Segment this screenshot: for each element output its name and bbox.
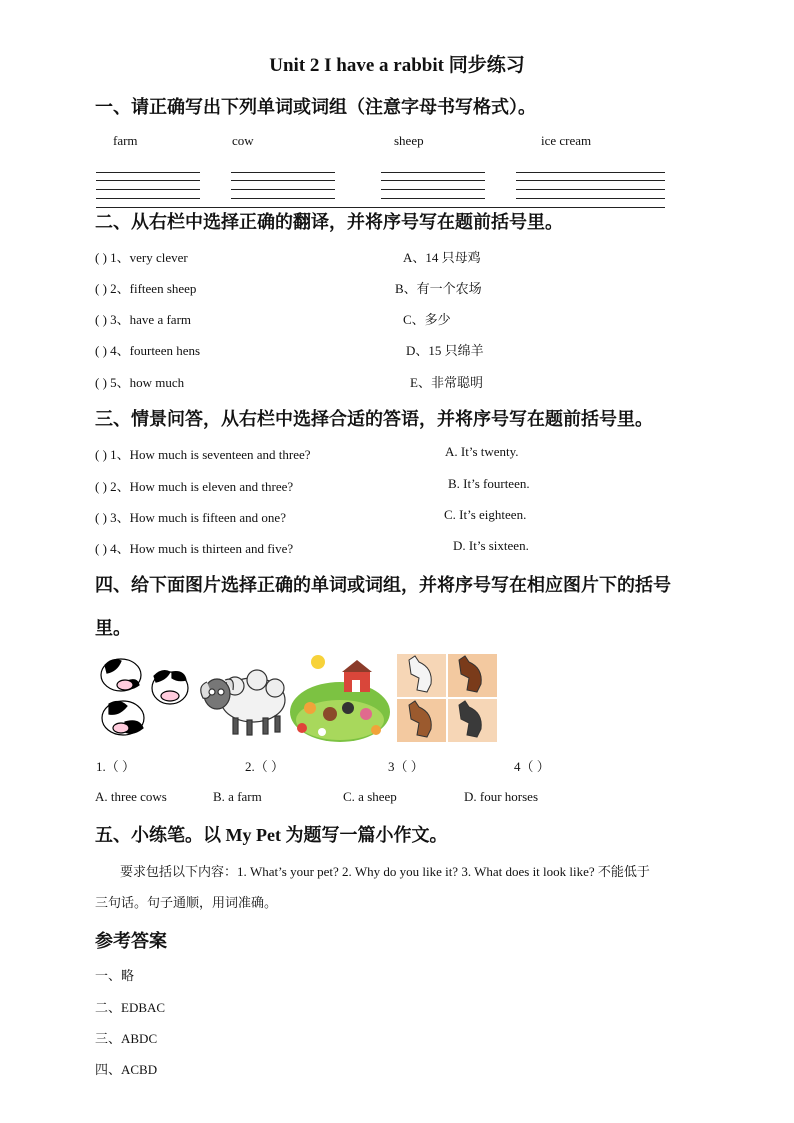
answer-line: 一、略 bbox=[95, 968, 135, 983]
s2-option: E、非常聪明 bbox=[410, 375, 483, 390]
s3-option: D. It’s sixteen. bbox=[453, 538, 529, 553]
section-5-heading: 五、小练笔。以 My Pet 为题写一篇小作文。 bbox=[95, 825, 448, 845]
s2-option: D、15 只绵羊 bbox=[406, 343, 484, 358]
picture-blank-3: 3（ ） bbox=[388, 759, 424, 774]
page-title: Unit 2 I have a rabbit 同步练习 bbox=[269, 55, 525, 76]
word-ice-cream: ice cream bbox=[541, 133, 592, 148]
s3-question: ( ) 4、How much is thirteen and five? bbox=[95, 541, 294, 556]
section-2-heading: 二、从右栏中选择正确的翻译，并将序号写在题前括号里。 bbox=[95, 212, 563, 232]
s3-option: C. It’s eighteen. bbox=[444, 507, 527, 522]
s3-option: A. It’s twenty. bbox=[445, 444, 519, 459]
answer-line: 三、ABDC bbox=[95, 1031, 158, 1046]
section-1-heading: 一、请正确写出下列单词或词组（注意字母书写格式）。 bbox=[95, 97, 536, 117]
s2-option: A、14 只母鸡 bbox=[403, 250, 481, 265]
s3-question: ( ) 2、How much is eleven and three? bbox=[95, 479, 294, 494]
section-3-heading: 三、情景问答，从右栏中选择合适的答语，并将序号写在题前括号里。 bbox=[95, 409, 653, 429]
s2-question: ( ) 4、fourteen hens bbox=[95, 343, 201, 358]
section-4-heading-cont: 里。 bbox=[95, 618, 131, 638]
option-d: D. four horses bbox=[464, 789, 539, 804]
s2-option: C、多少 bbox=[403, 312, 451, 327]
answers-heading: 参考答案 bbox=[95, 931, 167, 951]
picture-blank-4: 4（ ） bbox=[514, 759, 550, 774]
writing-requirements-cont: 三句话。句子通顺，用词准确。 bbox=[95, 895, 278, 910]
option-a: A. three cows bbox=[95, 789, 167, 804]
s2-question: ( ) 2、fifteen sheep bbox=[95, 281, 197, 296]
s3-question: ( ) 3、How much is fifteen and one? bbox=[95, 510, 286, 525]
picture-blank-2: 2.（ ） bbox=[245, 759, 285, 774]
s2-question: ( ) 1、very clever bbox=[95, 250, 188, 265]
section-4-heading: 四、给下面图片选择正确的单词或词组，并将序号写在相应图片下的括号 bbox=[95, 575, 671, 595]
word-cow: cow bbox=[232, 133, 254, 148]
s3-question: ( ) 1、How much is seventeen and three? bbox=[95, 447, 311, 462]
three-cows-image bbox=[96, 650, 196, 742]
word-sheep: sheep bbox=[394, 133, 424, 148]
sheep-image bbox=[197, 668, 289, 740]
four-horses-image bbox=[397, 654, 497, 742]
word-farm: farm bbox=[113, 133, 138, 148]
option-c: C. a sheep bbox=[343, 789, 397, 804]
option-b: B. a farm bbox=[213, 789, 262, 804]
picture-blank-1: 1.（ ） bbox=[96, 759, 136, 774]
farm-image bbox=[288, 650, 392, 742]
s2-question: ( ) 5、how much bbox=[95, 375, 185, 390]
answer-line: 四、ACBD bbox=[95, 1062, 158, 1077]
writing-requirements: 要求包括以下内容：1. What’s your pet? 2. Why do you like it? 3. What does it look like? 不能低于 bbox=[120, 864, 650, 879]
s2-question: ( ) 3、have a farm bbox=[95, 312, 192, 327]
s2-option: B、有一个农场 bbox=[395, 281, 482, 296]
answer-line: 二、EDBAC bbox=[95, 1000, 166, 1015]
s3-option: B. It’s fourteen. bbox=[448, 476, 530, 491]
